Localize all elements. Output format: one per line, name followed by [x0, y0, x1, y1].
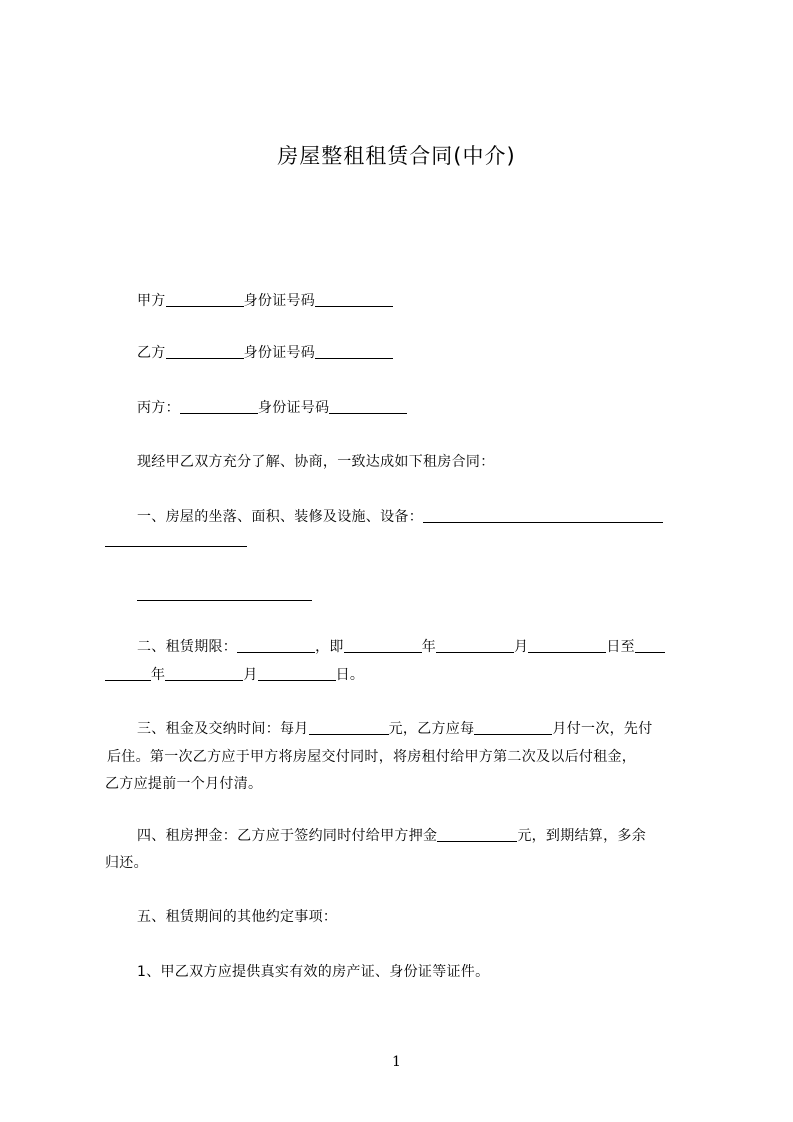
clause-1-line [137, 503, 707, 531]
clause-2-lead: 二、租赁期限： [137, 639, 238, 655]
intro-paragraph: 现经甲乙双方充分了解、协商，一致达成如下租房合同： [137, 454, 495, 470]
start-year-blank[interactable] [344, 636, 422, 653]
party-b-name-blank[interactable] [166, 342, 244, 359]
party-b-line [137, 339, 737, 367]
payment-interval-blank[interactable] [474, 718, 552, 735]
clause-4-line-2: 归还。 [105, 855, 148, 871]
party-b-id-blank[interactable] [315, 342, 393, 359]
clause-2-line-1 [137, 633, 707, 661]
clause-5-item-1: 1、甲乙双方应提供真实有效的房产证、身份证等证件。 [137, 964, 490, 980]
clause-2-year: 年 [421, 639, 437, 655]
party-b-id-label: 身份证号码 [243, 345, 316, 361]
party-a-id-blank[interactable] [315, 290, 393, 307]
clause-4-rest: 元，到期结算，多余 [517, 828, 647, 844]
clause-2-day-to: 日至 [606, 639, 635, 655]
end-month-blank[interactable] [165, 664, 243, 681]
clause-3-lead: 三、租金及交纳时间：每月 [137, 721, 309, 737]
clause-1-blank-extra[interactable] [137, 600, 312, 601]
clause-4-line-1 [137, 822, 707, 850]
deposit-blank[interactable] [437, 825, 517, 842]
term-duration-blank[interactable] [237, 636, 315, 653]
party-c-line [137, 394, 737, 422]
end-day-blank[interactable] [258, 664, 336, 681]
clause-3-line-1 [137, 715, 707, 743]
clause-1-blank[interactable] [423, 506, 663, 523]
party-a-name-blank[interactable] [166, 290, 244, 307]
clause-2-year2: 年 [151, 667, 166, 683]
clause-3-yuan: 元，乙方应每 [388, 721, 475, 737]
party-c-id-label: 身份证号码 [257, 400, 330, 416]
party-c-label: 丙方： [137, 400, 180, 416]
clause-1-blank-continued[interactable] [105, 546, 247, 547]
end-year-blank-part2[interactable] [105, 664, 151, 681]
clause-2-month2: 月 [243, 667, 258, 683]
clause-2-day-end: 日。 [335, 667, 365, 683]
clause-5-title: 五、租赁期间的其他约定事项： [137, 909, 338, 925]
clause-2-line-2 [105, 661, 705, 689]
party-c-name-blank[interactable] [180, 397, 258, 414]
clause-3-line-3: 乙方应提前一个月付清。 [105, 776, 263, 792]
clause-2-ji: ，即 [315, 639, 344, 655]
monthly-rent-blank[interactable] [309, 718, 389, 735]
page-number: 1 [392, 1054, 401, 1070]
end-year-blank-part1[interactable] [635, 636, 665, 653]
clause-1-text: 一、房屋的坐落、面积、装修及设施、设备： [137, 509, 423, 525]
party-c-id-blank[interactable] [329, 397, 407, 414]
start-day-blank[interactable] [528, 636, 606, 653]
party-a-label: 甲方 [137, 293, 166, 309]
clause-3-rest1: 月付一次，先付 [552, 721, 653, 737]
clause-4-lead: 四、租房押金：乙方应于签约同时付给甲方押金 [137, 828, 438, 844]
clause-2-month: 月 [514, 639, 529, 655]
party-b-label: 乙方 [137, 345, 166, 361]
document-title: 房屋整租租赁合同(中介) [277, 144, 516, 168]
party-a-id-label: 身份证号码 [243, 293, 316, 309]
start-month-blank[interactable] [436, 636, 514, 653]
clause-3-line-2: 后住。第一次乙方应于甲方将房屋交付同时，将房租付给甲方第二次及以后付租金， [107, 749, 637, 765]
party-a-line [137, 287, 737, 315]
